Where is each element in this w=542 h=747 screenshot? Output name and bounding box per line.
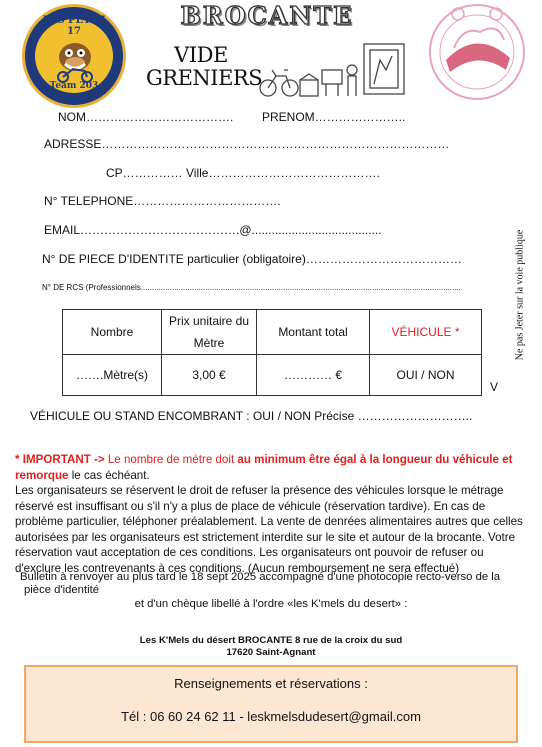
telephone-field[interactable]: N° TELEPHONE………………………………. (44, 194, 281, 208)
vehicule-encombrant-line[interactable]: VÉHICULE OU STAND ENCOMBRANT : OUI / NON Précise ……………………….. (30, 409, 473, 423)
logo-top-text: LES PETAZ 17 (42, 15, 106, 37)
postal-address (0, 635, 542, 659)
table-header-row (63, 310, 482, 355)
brocante-title-text: BROCANTE (180, 0, 354, 30)
flea-market-items-illustration (256, 40, 416, 102)
les-petaz-logo (22, 4, 126, 108)
important-note (15, 452, 530, 483)
email-field[interactable]: EMAIL………………………………….@....................................... (44, 223, 382, 237)
cell-vehicule[interactable]: OUI / NON (370, 355, 482, 396)
header-prix-line2: Mètre (193, 336, 225, 350)
important-text1: Le nombre de mètre doit (104, 453, 238, 466)
camel-logo-icon (418, 0, 536, 108)
contact-title: Renseignements et réservations : (174, 676, 368, 691)
nom-field[interactable]: NOM………………………………. (58, 110, 234, 124)
bulletin-line1: Bulletin à renvoyer au plus tard le 18 sept 2025 accompagné d'une photocopie recto-verso de la (20, 571, 501, 583)
greniers-line: GRENIERS (146, 66, 263, 90)
brocante-title (136, 2, 398, 28)
contact-box (24, 665, 518, 743)
bulletin-instructions (20, 571, 530, 597)
table-row (63, 355, 482, 396)
piece-identite-field[interactable]: N° DE PIECE D'IDENTITE particulier (obligatoire)………………………………… (42, 252, 462, 266)
vide-greniers-title (146, 43, 263, 90)
les-kmels-du-desert-logo (418, 0, 536, 108)
cell-montant[interactable]: ………… € (257, 355, 370, 396)
cell-prix: 3,00 € (162, 355, 257, 396)
logo-bottom-text: Team 203 (49, 81, 99, 91)
header-prix (162, 310, 257, 355)
header-montant: Montant total (257, 310, 370, 355)
conditions-text (15, 452, 530, 576)
reservation-table (62, 309, 482, 396)
important-text2: le cas échéant. (68, 468, 150, 482)
bulletin-line2: et d'un chèque libellé à l'ordre «les K'mels du desert» : (134, 598, 408, 610)
cp-ville-field[interactable]: CP…………… Ville……………………………………. (106, 166, 380, 180)
important-label: * IMPORTANT -> (15, 453, 105, 466)
important-bold: au minimum être égal à la longueur du véhicule et remorque (15, 453, 513, 482)
vertical-note-text: Ne pas Jeter sur la voie publique (514, 229, 526, 360)
vertical-note (514, 222, 526, 367)
rcs-field[interactable]: N° DE RCS (Professionnels................................................................................................................................................ (42, 283, 461, 292)
adresse-field[interactable]: ADRESSE…………………………………………………………………………… (44, 137, 450, 151)
prenom-field[interactable]: PRENOM………………….. (262, 110, 406, 124)
contact-line[interactable]: Tél : 06 60 24 62 11 - leskmelsdudesert@gmail.com (121, 709, 421, 724)
cell-metres[interactable]: …….Mètre(s) (63, 355, 162, 396)
header-prix-line1: Prix unitaire du (168, 314, 250, 328)
header-vehicule: VÉHICULE * (370, 310, 482, 355)
table-side-mark: V (490, 380, 499, 394)
address-line1: Les K'Mels du désert BROCANTE 8 rue de la croix du sud (139, 635, 403, 646)
bulletin-line1b: pièce d'identité (24, 584, 100, 596)
conditions-paragraph: Les organisateurs se réservent le droit de refuser la présence des véhicules lorsque le métrage réservé est insuffisant ou s'il n'y a plus de place de véhicule (réservation tardive). En cas de problème particulier, téléphoner préalablement. La vente de denrées alimentaires autres que celles autorisées par les organisateurs est strictement interdite sur le site et autour de la brocante. Votre réservation vaut acceptation de ces conditions. Les organisateurs ont pouvoir de refuser ou d'exclure les contrevenants à ces conditions. (Aucun remboursement ne sera effectué) (15, 484, 523, 575)
address-line2: 17620 Saint-Agnant (226, 647, 316, 658)
vide-line: VIDE (174, 43, 228, 67)
header-nombre: Nombre (63, 310, 162, 355)
